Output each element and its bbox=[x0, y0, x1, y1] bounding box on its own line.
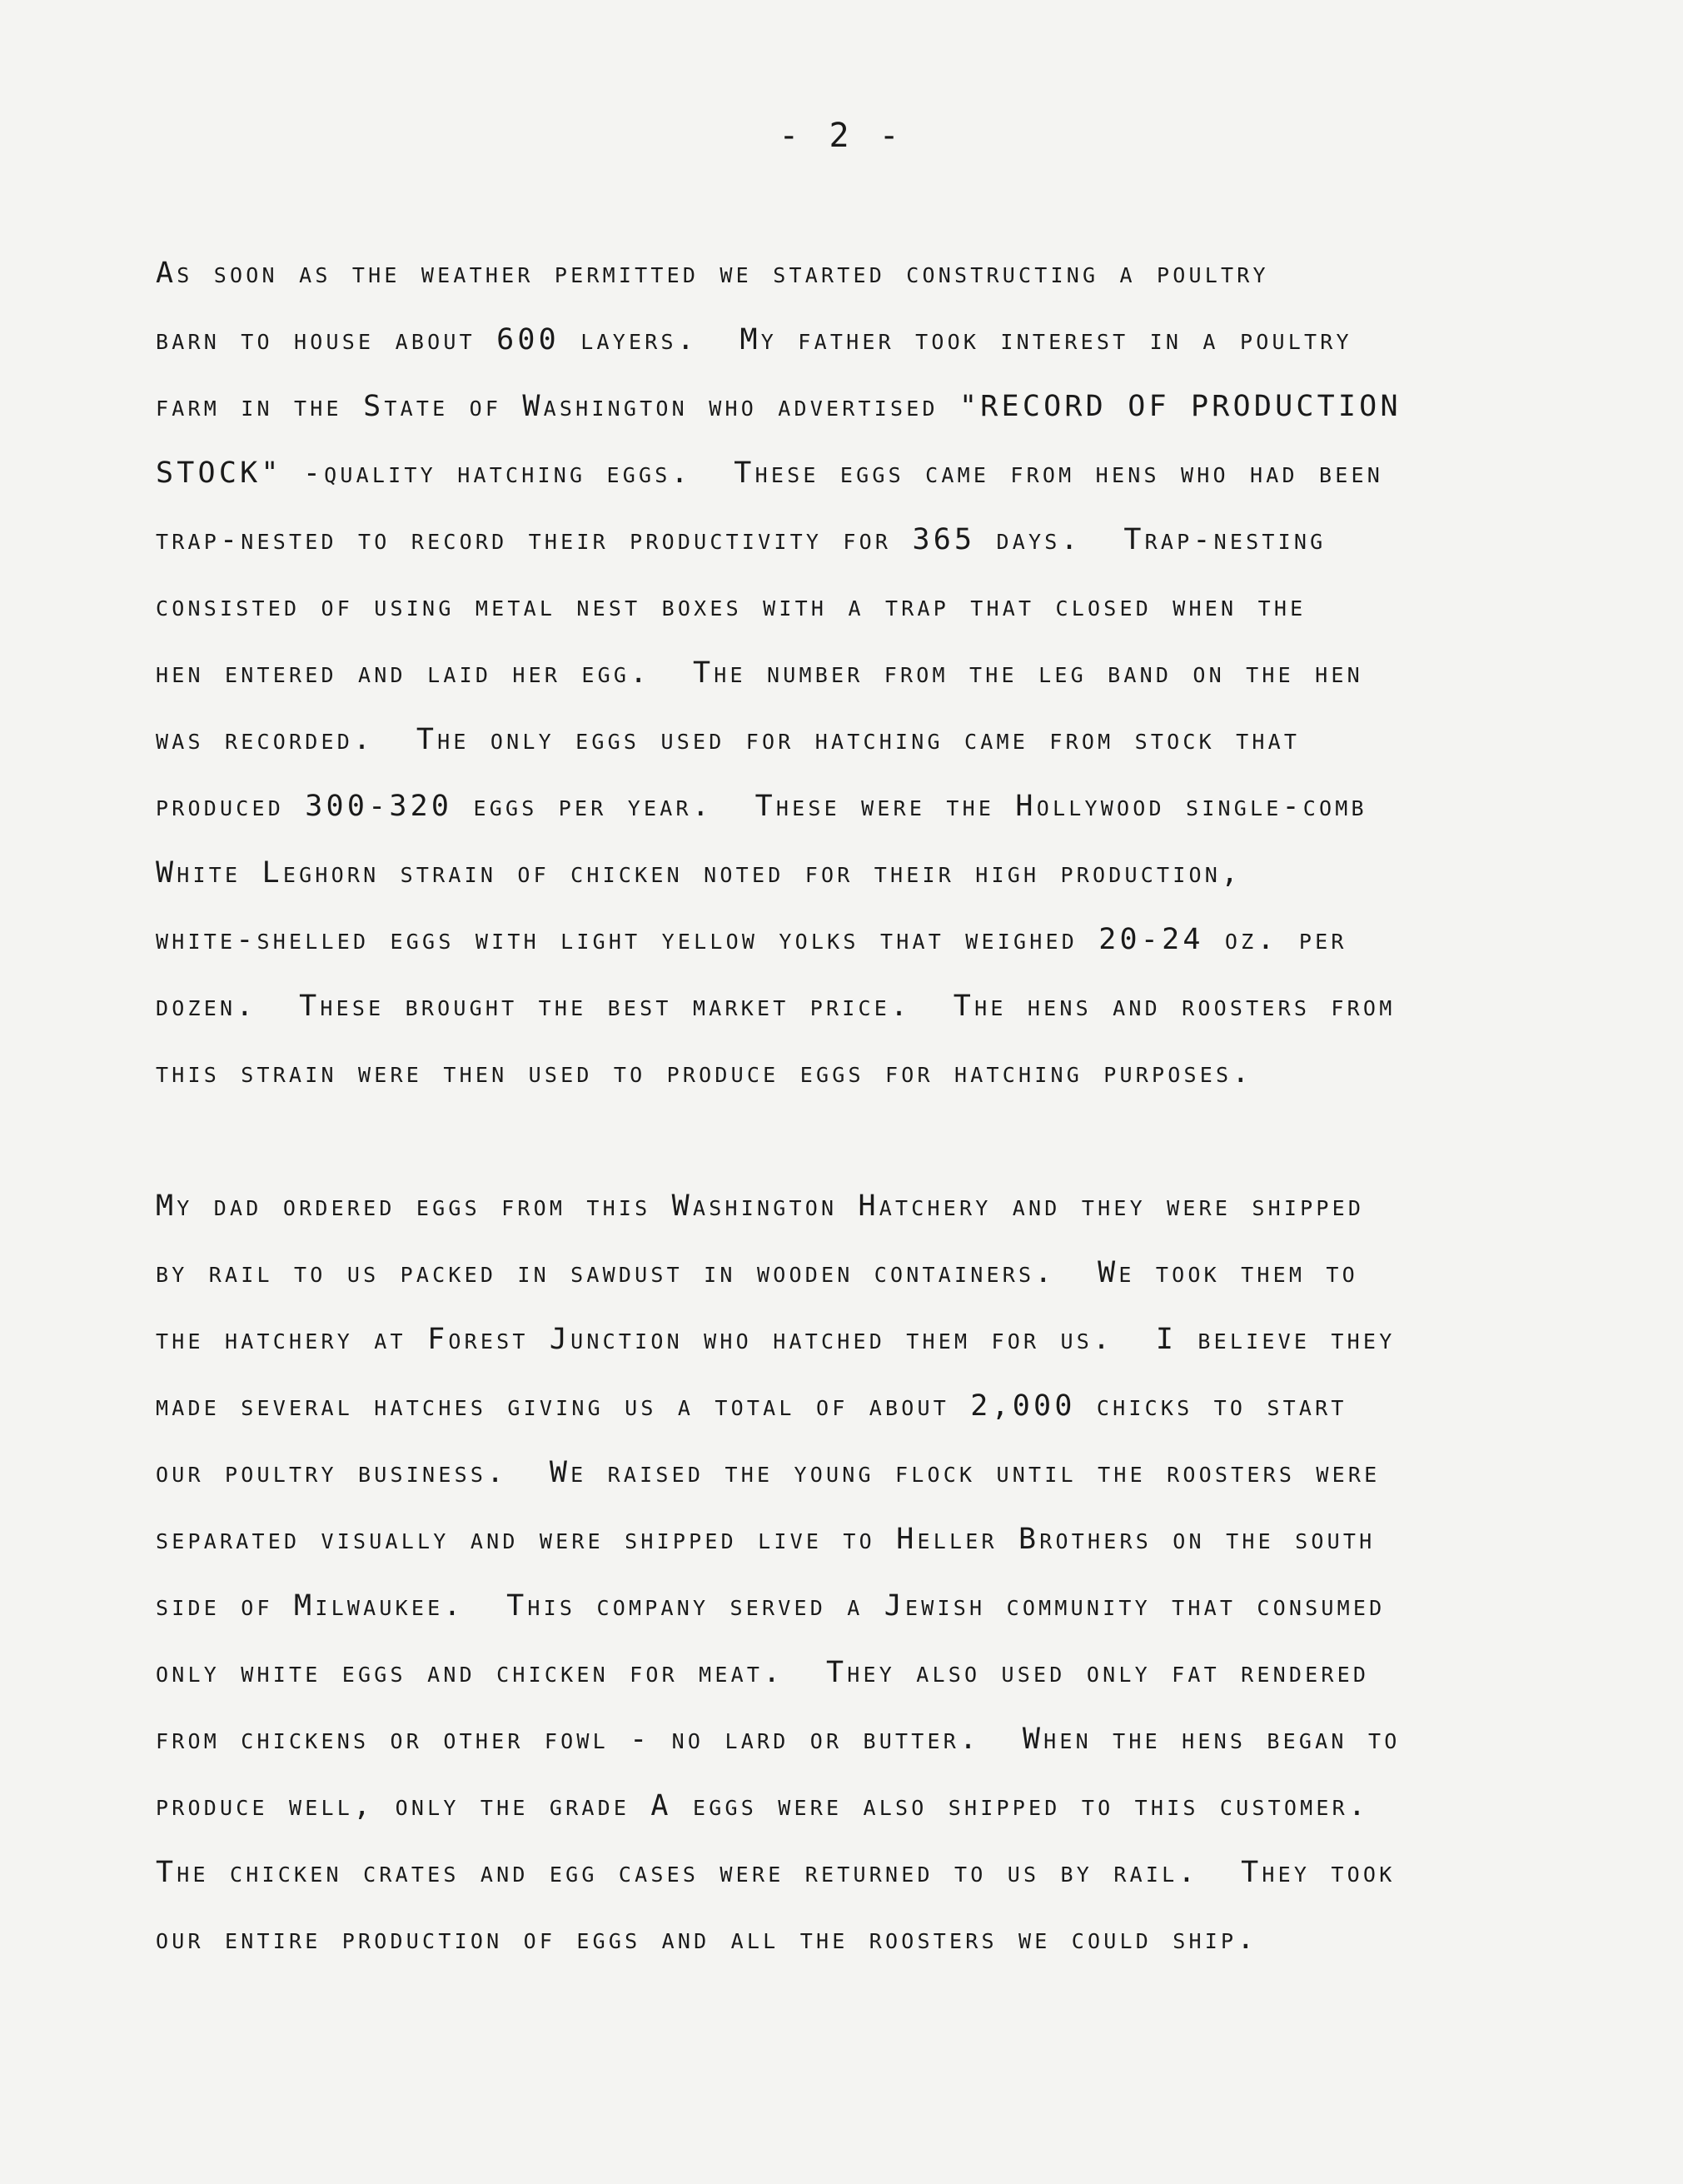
paragraph-2 bbox=[156, 1173, 1588, 1972]
text-line: produce well, only the grade A eggs were also shipped to this customer. bbox=[156, 1789, 1370, 1822]
page-number: - 2 - bbox=[779, 117, 904, 155]
text-line: our entire production of eggs and all the roosters we could ship. bbox=[156, 1922, 1258, 1956]
text-line: was recorded. The only eggs used for hatching came from stock that bbox=[156, 723, 1301, 756]
text-line: trap-nested to record their productivity for 365 days. Trap-nesting bbox=[156, 523, 1327, 556]
text-line: hen entered and laid her egg. The number from the leg band on the hen bbox=[156, 656, 1363, 690]
text-line: made several hatches giving us a total of about 2,000 chicks to start bbox=[156, 1389, 1347, 1423]
text-line: this strain were then used to produce eggs for hatching purposes. bbox=[156, 1056, 1253, 1090]
text-line: The chicken crates and egg cases were returned to us by rail. They took bbox=[156, 1856, 1396, 1889]
text-line: produced 300-320 eggs per year. These were the Hollywood single-comb bbox=[156, 790, 1367, 823]
text-line: farm in the State of Washington who advertised "RECORD OF PRODUCTION bbox=[156, 390, 1402, 423]
text-line: our poultry business. We raised the young flock until the roosters were bbox=[156, 1456, 1381, 1489]
text-line: dozen. These brought the best market price. The hens and roosters from bbox=[156, 990, 1396, 1023]
text-line: from chickens or other fowl - no lard or butter. When the hens began to bbox=[156, 1723, 1401, 1756]
paragraph-1 bbox=[156, 240, 1588, 1106]
text-line: side of Milwaukee. This company served a Jewish community that consumed bbox=[156, 1589, 1386, 1623]
text-line: White Leghorn strain of chicken noted for their high production, bbox=[156, 856, 1242, 890]
text-line: only white eggs and chicken for meat. They also used only fat rendered bbox=[156, 1656, 1370, 1689]
text-line: As soon as the weather permitted we started constructing a poultry bbox=[156, 257, 1269, 290]
text-line: consisted of using metal nest boxes with a trap that closed when the bbox=[156, 590, 1307, 623]
text-line: STOCK" -quality hatching eggs. These eggs came from hens who had been bbox=[156, 456, 1384, 490]
text-line: by rail to us packed in sawdust in wooden containers. We took them to bbox=[156, 1256, 1358, 1289]
text-line: separated visually and were shipped live to Heller Brothers on the south bbox=[156, 1523, 1376, 1556]
text-line: white-shelled eggs with light yellow yolks that weighed 20-24 oz. per bbox=[156, 923, 1347, 956]
text-line: barn to house about 600 layers. My father took interest in a poultry bbox=[156, 323, 1352, 357]
text-line: the hatchery at Forest Junction who hatched them for us. I believe they bbox=[156, 1323, 1396, 1356]
text-line: My dad ordered eggs from this Washington Hatchery and they were shipped bbox=[156, 1189, 1365, 1223]
